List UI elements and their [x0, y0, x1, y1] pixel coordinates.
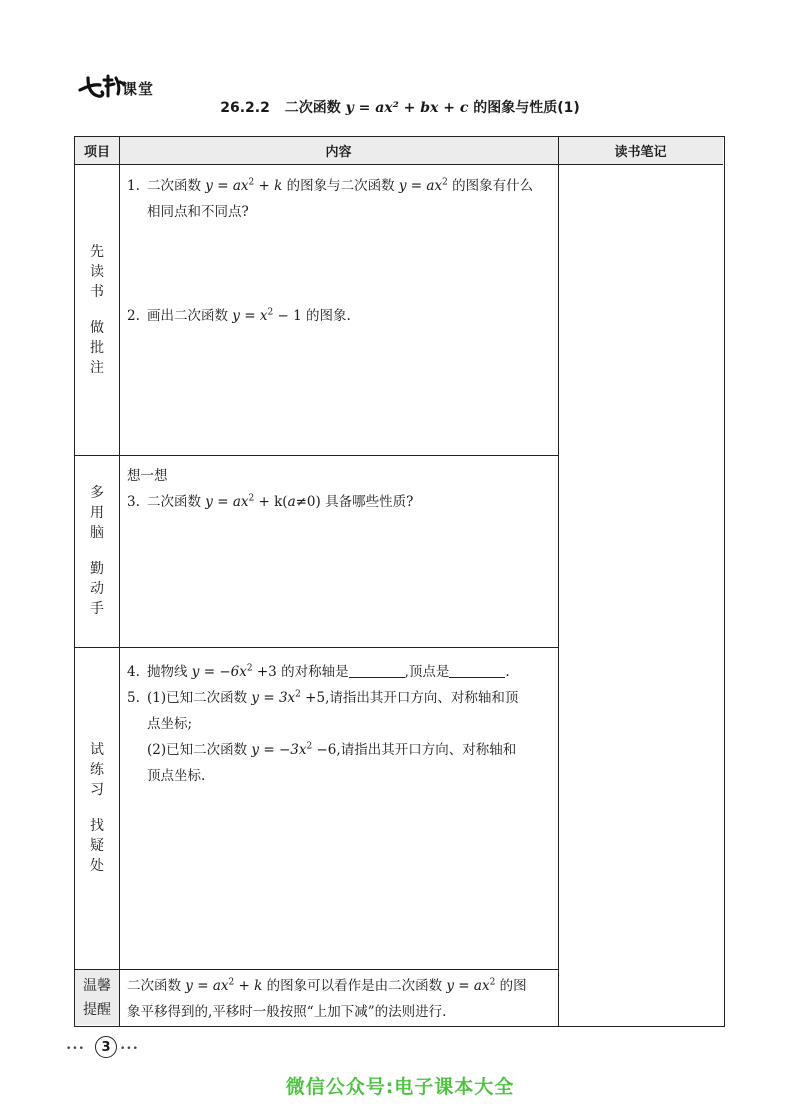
lesson-number: 26.2.2 [220, 100, 270, 116]
question-5-part-2-continued: 顶点坐标. [147, 768, 206, 784]
question-4: 4. 抛物线 $y = -6x^2 +3$ 的对称轴是 ,顶点是 . [127, 663, 510, 680]
answer-blank-vertex[interactable] [449, 663, 505, 678]
watermark-text: 微信公众号:电子课本大全 [285, 1076, 515, 1098]
header-notes: 读书笔记 [558, 137, 723, 165]
section-content-practice [119, 653, 558, 969]
lesson-title-prefix: 二次函数 [284, 100, 341, 116]
question-3: 3. 二次函数 $y = ax^2 + k(a\ne 0)$ 具备哪些性质? [127, 493, 414, 510]
question-5-part-1: 5. (1)已知二次函数 $y = 3x^2 +5$,请指出其开口方向、对称轴和顶 [127, 689, 519, 706]
question-1-continued: 相同点和不同点? [147, 204, 249, 220]
question-2: 2. 画出二次函数 $y = x^2 - 1$ 的图象. [127, 307, 351, 324]
row-divider [75, 969, 558, 970]
header-item: 项目 [75, 137, 119, 165]
brand-text: 课堂 [122, 80, 155, 98]
page-number: 3 [95, 1036, 117, 1058]
section-content-read [119, 167, 558, 455]
section-label-think: 多 用 脑 勤 动 手 [90, 485, 104, 617]
question-5-part-2: (2)已知二次函数 $y = -3x^2 -6$,请指出其开口方向、对称轴和 [147, 741, 517, 758]
lesson-title-formula: y = ax² + bx + c [345, 100, 469, 116]
tip-line-1: 二次函数 $y = ax^2 + k$ 的图象可以看作是由二次函数 $y = ax^2$ 的图 [127, 977, 527, 994]
lesson-title [0, 97, 800, 117]
question-5-part-1-continued: 点坐标; [147, 716, 193, 732]
badge-dots-left: ••• [66, 1044, 85, 1054]
page-number-badge [66, 1036, 142, 1058]
section-label-read: 先 读 书 做 批 注 [90, 244, 104, 376]
tip-content [119, 973, 723, 1025]
row-divider [75, 455, 558, 456]
answer-blank-axis[interactable] [349, 663, 405, 678]
column-divider [558, 137, 559, 1026]
section-label-practice: 试 练 习 找 疑 处 [90, 742, 104, 874]
study-table [74, 136, 725, 1027]
row-divider [75, 647, 558, 648]
think-heading: 想一想 [127, 468, 168, 484]
question-1: 1. 二次函数 $y = ax^2 + k$ 的图象与二次函数 $y = ax^2$ 的图象有什么 [127, 177, 534, 194]
tip-label: 温馨 提醒 [75, 970, 119, 1025]
header-content: 内容 [119, 137, 558, 165]
section-content-think [119, 457, 558, 647]
badge-dots-right: ••• [120, 1044, 139, 1054]
lesson-title-suffix: 的图象与性质(1) [473, 100, 580, 116]
tip-line-2: 象平移得到的,平移时一般按照“上加下减”的法则进行. [127, 1004, 447, 1020]
